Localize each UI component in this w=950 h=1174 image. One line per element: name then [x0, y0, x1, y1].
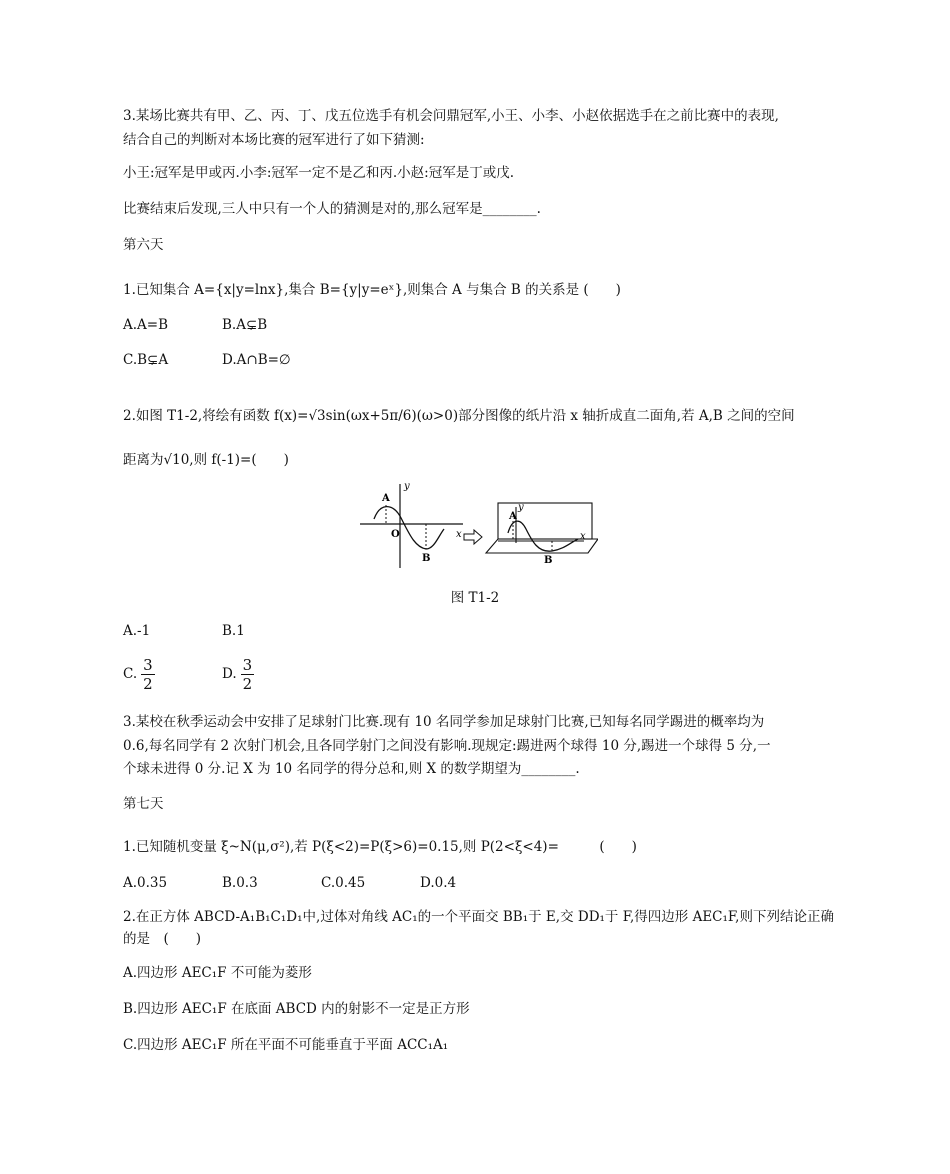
d6q1-option-c: C.B⊊A	[123, 352, 169, 368]
d6q1-option-d: D.A∩B=∅	[222, 352, 291, 368]
d6q2-option-c: C. $\frac{3}{2}$	[123, 656, 153, 693]
fraction-3-2-c: $\frac{3}{2}$	[143, 656, 153, 693]
svg-text:y: y	[518, 502, 524, 513]
figure-t1-2	[358, 481, 598, 571]
svg-text:x: x	[580, 531, 586, 542]
q3-day5-line2: 结合自己的判断对本场比赛的冠军进行了如下猜测:	[123, 132, 425, 148]
d7q2-option-c: C.四边形 AEC₁F 所在平面不可能垂直于平面 ACC₁A₁	[123, 1037, 449, 1053]
fold-arrow	[464, 530, 482, 544]
d7q2-option-a: A.四边形 AEC₁F 不可能为菱形	[123, 965, 312, 981]
d6q2-option-b: B.1	[222, 623, 245, 639]
figure-caption: 图 T1-2	[450, 590, 500, 606]
d7q1-stem: 1.已知随机变量 ξ~N(μ,σ²),若 P(ξ<2)=P(ξ>6)=0.15,则 P(2<ξ<4)= ( )	[123, 839, 637, 855]
d6q2-option-d: D. $\frac{3}{2}$	[222, 656, 253, 693]
label-a: A	[382, 493, 390, 504]
left-sine-curve	[374, 507, 444, 549]
d6q1-stem: 1.已知集合 A={x|y=lnx},集合 B={y|y=eˣ},则集合 A 与集合 B 的关系是 ( )	[123, 282, 621, 298]
fraction-3-2-d: $\frac{3}{2}$	[242, 656, 253, 693]
d7q2-option-b: B.四边形 AEC₁F 在底面 ABCD 内的射影不一定是正方形	[123, 1001, 470, 1017]
d6q1-option-b: B.A⊊B	[222, 317, 268, 333]
d6q2-option-a: A.-1	[123, 623, 151, 639]
d6q3-line1: 3.某校在秋季运动会中安排了足球射门比赛.现有 10 名同学参加足球射门比赛,已知每名同学踢进的概率均为	[123, 714, 765, 730]
right-sine-curve	[508, 521, 578, 551]
d6q2-line2: 距离为√10,则 f(-1)=( )	[123, 452, 289, 468]
d7q1-option-a: A.0.35	[123, 875, 168, 891]
svg-text:A: A	[509, 511, 517, 522]
day7-heading: 第七天	[123, 796, 164, 812]
d7q1-option-c: C.0.45	[321, 875, 366, 891]
label-o: O	[391, 529, 400, 540]
q3-day5-line3: 小王:冠军是甲或丙.小李:冠军一定不是乙和丙.小赵:冠军是丁或戊.	[123, 165, 515, 181]
label-y: y	[404, 481, 410, 492]
svg-text:B: B	[544, 555, 553, 566]
d6q2-line1: 2.如图 T1-2,将绘有函数 f(x)=√3sin(ωx+5π/6)(ω>0)部分图像的纸片沿 x 轴折成直二面角,若 A,B 之间的空间	[123, 408, 795, 424]
q3-day5-line4: 比赛结束后发现,三人中只有一个人的猜测是对的,那么冠军是________.	[123, 201, 541, 217]
d7q1-option-d: D.0.4	[420, 875, 457, 891]
d6q3-line2: 0.6,每名同学有 2 次射门机会,且各同学射门之间没有影响.现规定:踢进两个球得 10 分,踢进一个球得 5 分,一	[123, 738, 771, 754]
label-b: B	[422, 553, 431, 564]
d7q2-line1: 2.在正方体 ABCD-A₁B₁C₁D₁中,过体对角线 AC₁的一个平面交 BB₁于 E,交 DD₁于 F,得四边形 AEC₁F,则下列结论正确	[123, 909, 834, 925]
d6q3-line3: 个球未进得 0 分.记 X 为 10 名同学的得分总和,则 X 的数学期望为________.	[123, 761, 580, 777]
q3-day5-line1: 3.某场比赛共有甲、乙、丙、丁、戊五位选手有机会问鼎冠军,小王、小李、小赵依据选手在之前比赛中的表现,	[123, 108, 779, 124]
d7q1-option-b: B.0.3	[222, 875, 258, 891]
label-x: x	[456, 529, 462, 540]
d6q1-option-a: A.A=B	[123, 317, 169, 333]
d7q2-line2: 的是 ( )	[123, 931, 202, 947]
day6-heading: 第六天	[123, 237, 164, 253]
